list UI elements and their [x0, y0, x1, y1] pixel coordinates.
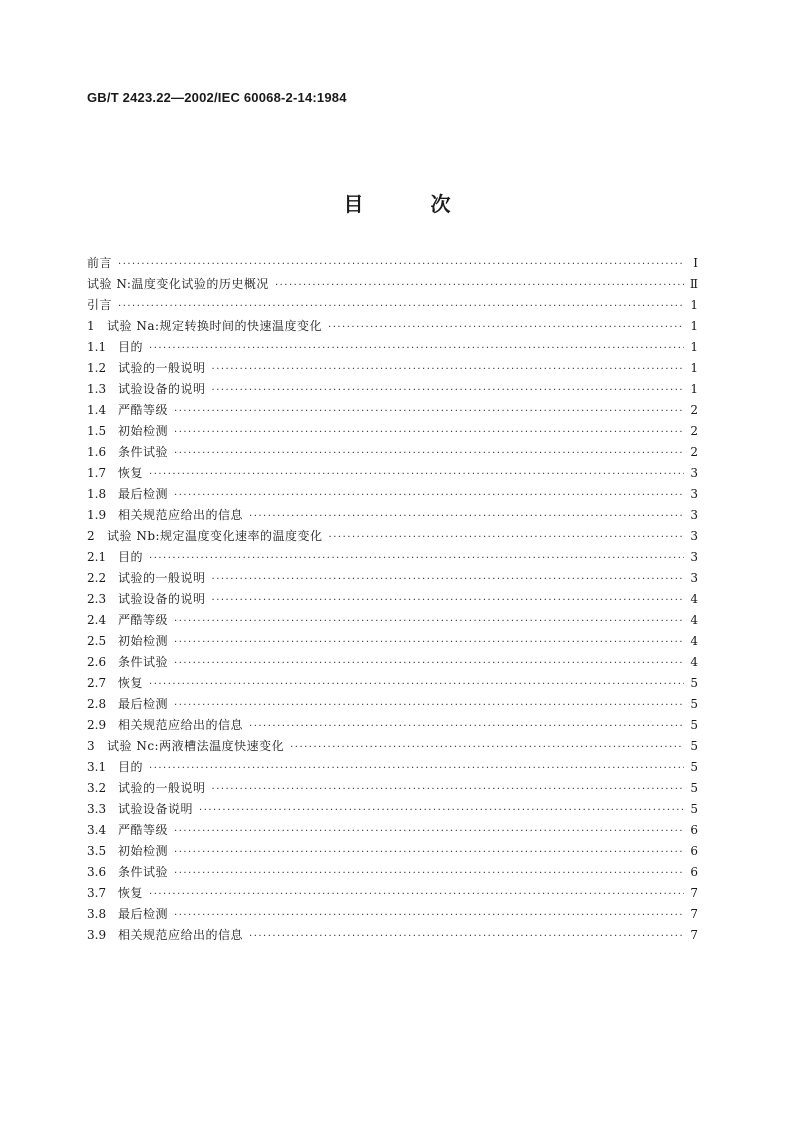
toc-entry-number: 2.6	[87, 655, 107, 669]
toc-dot-leader	[174, 632, 684, 653]
toc-entry-page: 1	[690, 298, 698, 312]
toc-entry-page: 3	[690, 508, 698, 522]
toc-dot-leader	[212, 380, 684, 401]
toc-dot-leader	[212, 569, 684, 590]
table-of-contents	[87, 253, 698, 946]
toc-entry-label: 试验的一般说明	[118, 361, 206, 375]
toc-entry-label: 相关规范应给出的信息	[118, 928, 244, 942]
toc-entry-page: 7	[690, 907, 698, 921]
toc-entry-label: 试验设备的说明	[118, 592, 206, 606]
toc-entry-page: 5	[690, 718, 698, 732]
toc-dot-leader	[212, 359, 684, 380]
toc-entry-label: 试验 Nc:两液槽法温度快速变化	[107, 739, 285, 753]
toc-dot-leader	[329, 527, 684, 548]
toc-entry-page: 6	[690, 823, 698, 837]
toc-entry-number: 3.4	[87, 823, 107, 837]
toc-dot-leader	[149, 464, 684, 485]
toc-entry[interactable]	[87, 694, 698, 715]
toc-entry-number: 2.7	[87, 676, 107, 690]
toc-entry[interactable]	[87, 400, 698, 421]
toc-entry-number: 2.1	[87, 550, 107, 564]
toc-entry-label: 初始检测	[118, 424, 169, 438]
toc-entry-number: 2.8	[87, 697, 107, 711]
toc-entry[interactable]	[87, 883, 698, 904]
toc-entry-page: 5	[690, 676, 698, 690]
toc-entry-page: Ⅱ	[689, 277, 698, 291]
toc-entry[interactable]	[87, 505, 698, 526]
toc-entry-page: 3	[690, 571, 698, 585]
toc-entry-number: 2.5	[87, 634, 107, 648]
toc-entry[interactable]	[87, 526, 698, 547]
toc-dot-leader	[174, 905, 684, 926]
toc-dot-leader	[212, 590, 684, 611]
toc-entry[interactable]	[87, 820, 698, 841]
toc-entry-page: 1	[690, 340, 698, 354]
toc-entry-page: 2	[690, 403, 698, 417]
toc-dot-leader	[174, 653, 684, 674]
toc-entry-label: 试验的一般说明	[118, 781, 206, 795]
toc-entry[interactable]	[87, 925, 698, 946]
toc-entry[interactable]	[87, 379, 698, 400]
toc-entry-label: 试验 Nb:规定温度变化速率的温度变化	[107, 529, 323, 543]
toc-entry-label: 目的	[118, 550, 144, 564]
toc-entry-number: 2.9	[87, 718, 107, 732]
toc-entry-page: 3	[690, 529, 698, 543]
toc-entry[interactable]	[87, 463, 698, 484]
toc-entry-number: 1.2	[87, 361, 107, 375]
toc-entry-label: 初始检测	[118, 634, 169, 648]
toc-entry[interactable]	[87, 316, 698, 337]
toc-dot-leader	[174, 401, 684, 422]
toc-entry-number: 2	[87, 529, 95, 543]
toc-dot-leader	[174, 863, 684, 884]
toc-entry-label: 试验 N:温度变化试验的历史概况	[87, 277, 269, 291]
toc-dot-leader	[149, 674, 684, 695]
toc-entry-page: 7	[690, 928, 698, 942]
toc-entry[interactable]	[87, 295, 698, 316]
toc-entry[interactable]	[87, 337, 698, 358]
toc-entry[interactable]	[87, 568, 698, 589]
toc-dot-leader	[174, 842, 684, 863]
toc-entry-page: 4	[690, 613, 698, 627]
toc-entry-label: 相关规范应给出的信息	[118, 718, 244, 732]
toc-dot-leader	[290, 737, 684, 758]
toc-entry-page: 3	[690, 550, 698, 564]
toc-entry[interactable]	[87, 547, 698, 568]
toc-entry[interactable]	[87, 904, 698, 925]
toc-entry-page: Ⅰ	[693, 256, 698, 270]
toc-entry-label: 试验的一般说明	[118, 571, 206, 585]
toc-dot-leader	[174, 485, 684, 506]
toc-entry-page: 3	[690, 487, 698, 501]
toc-entry-label: 恢复	[118, 676, 144, 690]
toc-entry-label: 条件试验	[118, 445, 169, 459]
toc-entry[interactable]	[87, 421, 698, 442]
toc-entry-label: 严酷等级	[118, 403, 169, 417]
toc-entry-label: 前言	[87, 256, 113, 270]
toc-entry[interactable]	[87, 442, 698, 463]
toc-entry[interactable]	[87, 673, 698, 694]
toc-entry-number: 1.7	[87, 466, 107, 480]
toc-entry[interactable]	[87, 253, 698, 274]
toc-entry-number: 3	[87, 739, 95, 753]
toc-entry[interactable]	[87, 799, 698, 820]
toc-entry-number: 2.2	[87, 571, 107, 585]
toc-entry-number: 3.5	[87, 844, 107, 858]
toc-entry-label: 最后检测	[118, 697, 169, 711]
toc-dot-leader	[118, 254, 684, 275]
toc-entry-page: 2	[690, 445, 698, 459]
toc-entry-number: 3.8	[87, 907, 107, 921]
toc-dot-leader	[174, 611, 684, 632]
toc-entry-page: 3	[690, 466, 698, 480]
toc-entry-label: 严酷等级	[118, 823, 169, 837]
toc-entry[interactable]	[87, 631, 698, 652]
toc-dot-leader	[149, 884, 684, 905]
toc-entry-number: 1.6	[87, 445, 107, 459]
toc-entry[interactable]	[87, 841, 698, 862]
toc-entry-number: 3.3	[87, 802, 107, 816]
toc-entry-label: 试验设备说明	[118, 802, 194, 816]
toc-entry-number: 3.1	[87, 760, 107, 774]
toc-entry-number: 1.1	[87, 340, 107, 354]
toc-entry-number: 1.5	[87, 424, 107, 438]
toc-entry-label: 试验设备的说明	[118, 382, 206, 396]
toc-entry-label: 目的	[118, 760, 144, 774]
toc-dot-leader	[149, 338, 684, 359]
toc-entry-page: 4	[690, 655, 698, 669]
toc-entry-page: 4	[690, 592, 698, 606]
toc-dot-leader	[149, 758, 684, 779]
toc-entry-label: 条件试验	[118, 865, 169, 879]
toc-entry-label: 恢复	[118, 466, 144, 480]
toc-dot-leader	[249, 926, 684, 947]
toc-entry-number: 1.4	[87, 403, 107, 417]
toc-entry-page: 5	[690, 781, 698, 795]
toc-entry-number: 2.4	[87, 613, 107, 627]
toc-entry[interactable]	[87, 652, 698, 673]
toc-dot-leader	[249, 506, 684, 527]
toc-entry[interactable]	[87, 589, 698, 610]
toc-dot-leader	[174, 422, 684, 443]
toc-entry[interactable]	[87, 484, 698, 505]
toc-entry-page: 5	[690, 739, 698, 753]
standard-number: GB/T 2423.22—2002/IEC 60068-2-14:1984	[87, 90, 347, 105]
toc-entry-label: 初始检测	[118, 844, 169, 858]
toc-entry-label: 恢复	[118, 886, 144, 900]
toc-entry-number: 3.2	[87, 781, 107, 795]
toc-entry-page: 5	[690, 697, 698, 711]
toc-dot-leader	[118, 296, 684, 317]
toc-entry-number: 1	[87, 319, 95, 333]
toc-entry[interactable]	[87, 736, 698, 757]
toc-dot-leader	[249, 716, 684, 737]
toc-entry-page: 6	[690, 844, 698, 858]
toc-entry-number: 2.3	[87, 592, 107, 606]
toc-entry-number: 3.9	[87, 928, 107, 942]
page-title: 目 次	[343, 192, 481, 216]
toc-dot-leader	[174, 695, 684, 716]
toc-entry-page: 5	[690, 760, 698, 774]
toc-entry-page: 2	[690, 424, 698, 438]
toc-entry-number: 1.3	[87, 382, 107, 396]
toc-entry-label: 条件试验	[118, 655, 169, 669]
toc-entry[interactable]	[87, 862, 698, 883]
toc-entry-label: 严酷等级	[118, 613, 169, 627]
toc-entry-label: 引言	[87, 298, 113, 312]
toc-entry-label: 试验 Na:规定转换时间的快速温度变化	[107, 319, 323, 333]
toc-entry-page: 1	[690, 319, 698, 333]
toc-entry[interactable]	[87, 358, 698, 379]
toc-dot-leader	[275, 275, 684, 296]
toc-entry-number: 3.7	[87, 886, 107, 900]
toc-entry-page: 1	[690, 382, 698, 396]
toc-entry-page: 4	[690, 634, 698, 648]
toc-entry[interactable]	[87, 715, 698, 736]
toc-entry-label: 目的	[118, 340, 144, 354]
toc-entry-label: 相关规范应给出的信息	[118, 508, 244, 522]
toc-dot-leader	[199, 800, 684, 821]
toc-entry-page: 1	[690, 361, 698, 375]
toc-entry-page: 6	[690, 865, 698, 879]
toc-entry-number: 3.6	[87, 865, 107, 879]
toc-entry[interactable]	[87, 757, 698, 778]
toc-dot-leader	[174, 443, 684, 464]
toc-entry-number: 1.8	[87, 487, 107, 501]
toc-entry[interactable]	[87, 778, 698, 799]
toc-dot-leader	[174, 821, 684, 842]
toc-dot-leader	[212, 779, 684, 800]
toc-entry-page: 5	[690, 802, 698, 816]
toc-entry-number: 1.9	[87, 508, 107, 522]
toc-dot-leader	[149, 548, 684, 569]
toc-entry[interactable]	[87, 274, 698, 295]
toc-entry-label: 最后检测	[118, 487, 169, 501]
toc-dot-leader	[328, 317, 684, 338]
toc-entry-page: 7	[690, 886, 698, 900]
toc-entry-label: 最后检测	[118, 907, 169, 921]
toc-entry[interactable]	[87, 610, 698, 631]
